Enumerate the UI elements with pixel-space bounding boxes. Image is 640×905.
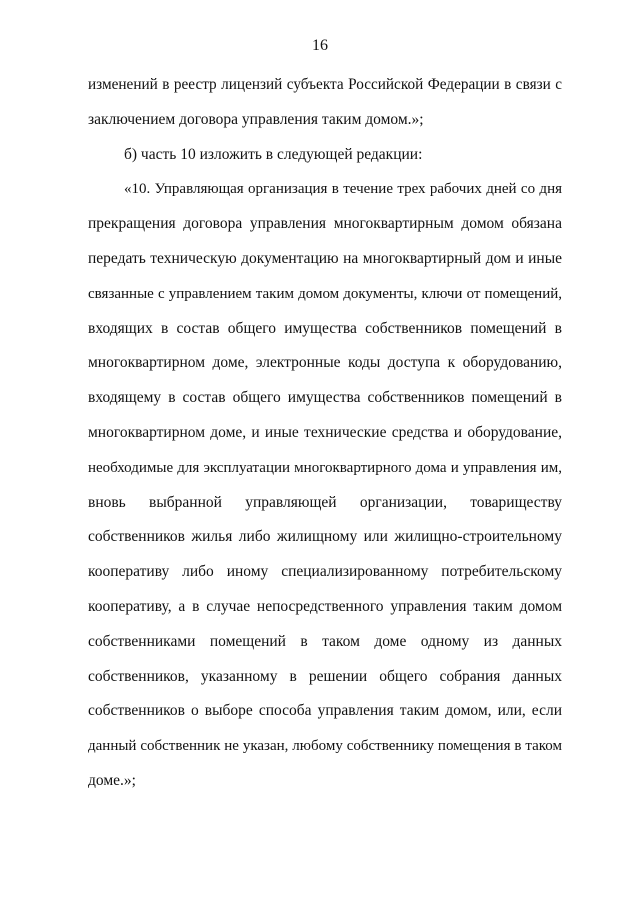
text-line: вновь выбранной управляющей организации, товариществу — [88, 493, 562, 511]
text-line: доме.»; — [88, 771, 136, 789]
text-line: собственников жилья либо жилищному или жилищно-строительному — [88, 528, 562, 546]
document-body — [88, 71, 562, 802]
text-line: заключением договора управления таким домом.»; — [88, 110, 424, 128]
text-line: собственниками помещений в таком доме одному из данных — [88, 632, 562, 650]
text-line: данный собственник не указан, любому собственнику помещения в таком — [88, 738, 562, 755]
text-line: собственников, указанному в решении общего собрания данных — [88, 667, 562, 685]
text-line: входящему в состав общего имущества собственников помещений в — [88, 389, 562, 407]
text-line: передать техническую документацию на многоквартирный дом и иные — [88, 249, 562, 267]
text-line: кооперативу, а в случае непосредственного управления таким домом — [88, 597, 562, 615]
text-line: многоквартирном доме, и иные технические средства и оборудование, — [88, 423, 562, 441]
page-number: 16 — [312, 37, 328, 54]
text-line: связанные с управлением таким домом документы, ключи от помещений, — [88, 285, 562, 302]
text-line: кооперативу либо иному специализированному потребительскому — [88, 563, 562, 581]
text-line: многоквартирном доме, электронные коды доступа к оборудованию, — [88, 354, 562, 372]
paragraph-heading: б) часть 10 изложить в следующей редакции: — [124, 145, 423, 163]
text-line: собственников о выборе способа управления таким домом, или, если — [88, 702, 562, 720]
text-line: «10. Управляющая организация в течение трех рабочих дней со дня — [124, 181, 562, 198]
text-line: прекращения договора управления многоквартирным домом обязана — [88, 215, 562, 233]
text-line: изменений в реестр лицензий субъекта Российской Федерации в связи с — [88, 76, 562, 93]
text-line: необходимые для эксплуатации многоквартирного дома и управления им, — [88, 459, 562, 476]
text-line: входящих в состав общего имущества собственников помещений в — [88, 319, 562, 337]
